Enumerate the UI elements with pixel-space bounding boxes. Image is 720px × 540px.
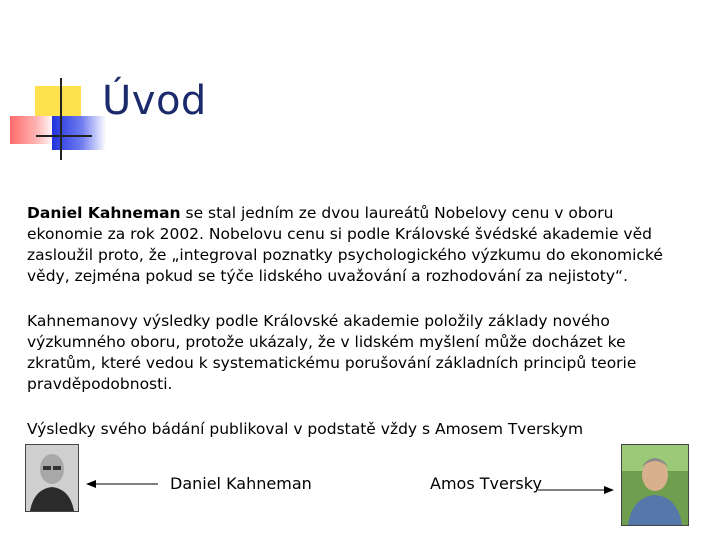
paragraph-tversky: Výsledky svého bádání publikoval v podstatě vždy s Amosem Tverskym	[27, 420, 584, 438]
label-amos-tversky: Amos Tversky	[430, 474, 542, 493]
kahneman-name-bold: Daniel Kahneman	[27, 204, 181, 222]
paragraph-1-text: se stal jedním ze dvou laureátů Nobelovy cenu v oboru ekonomie za rok 2002. Nobelovu cenu si podle Královské švédské akademie věd zasloužil proto, že „integroval poznatky psychologického výzkumu do ekonomické vědy, zejména pokud se týče lidského uvažování a rozhodování za nejistoty“.	[27, 204, 663, 285]
slide-title: Úvod	[102, 78, 207, 124]
paragraph-results: Kahnemanovy výsledky podle Královské akademie položily základy nového výzkumného oboru, protože ukázaly, že v lidském myšlení může docházet ke zkratům, které vedou k systematickému porušování základních principů teorie pravděpodobnosti.	[27, 312, 637, 393]
label-daniel-kahneman: Daniel Kahneman	[170, 474, 312, 493]
